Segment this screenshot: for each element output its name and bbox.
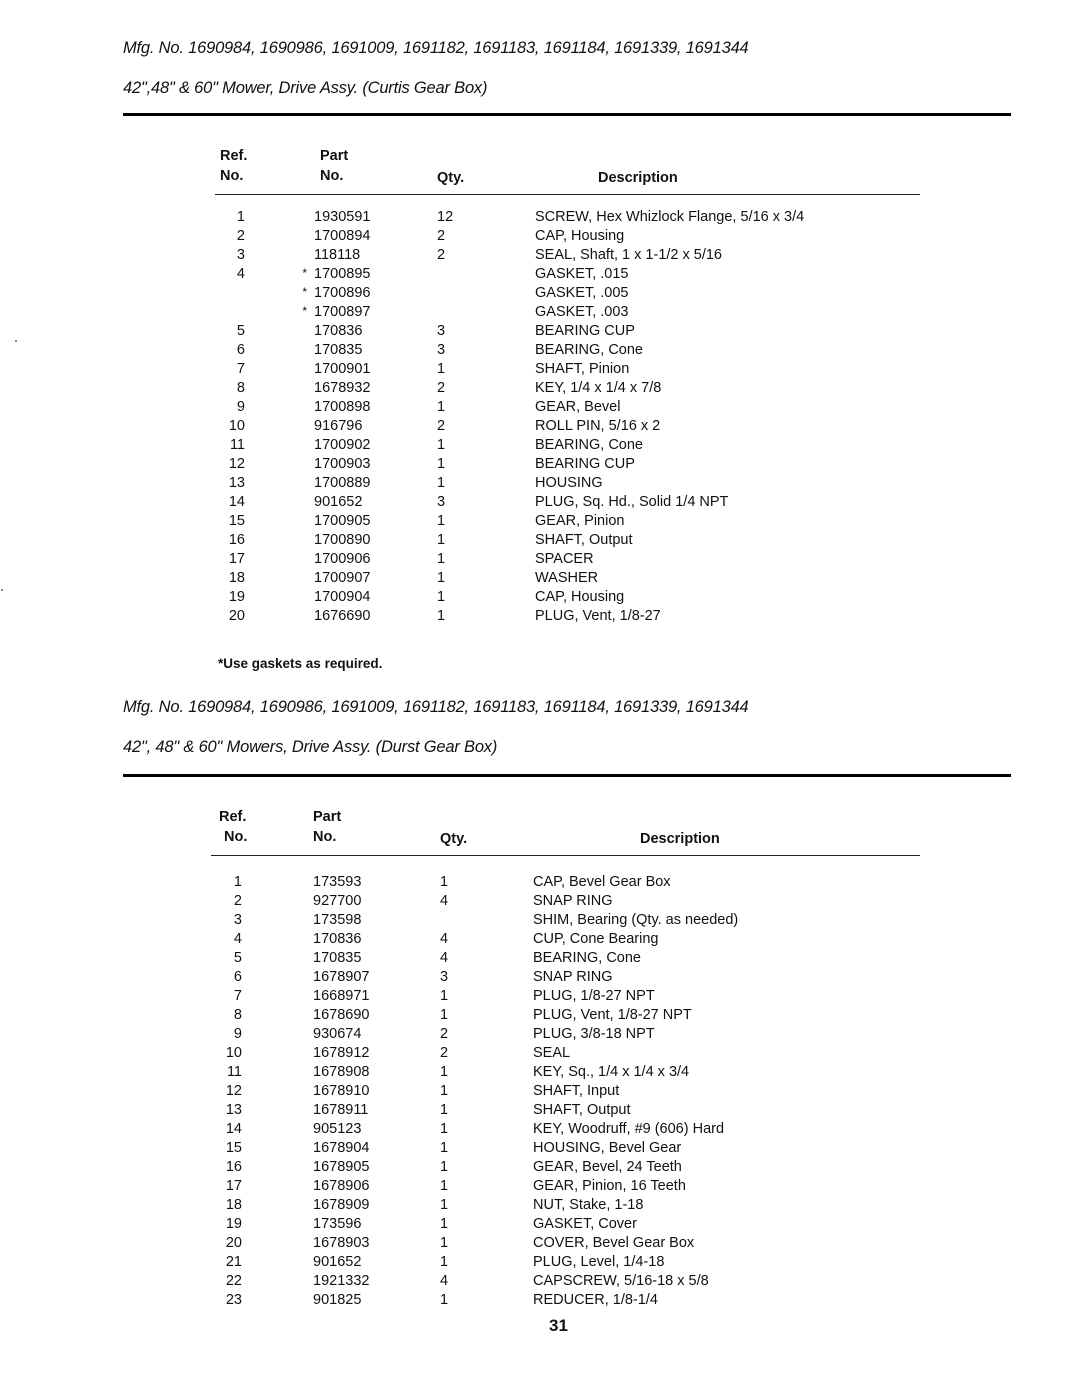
ref-no-cell: 7 [236,361,245,377]
part-no-cell: 916796 [314,418,363,434]
ref-no-cell: 4 [236,266,245,282]
table-row [215,1083,920,1102]
ref-no-cell: 5 [236,323,245,339]
table-row [215,532,920,551]
description-cell: PLUG, 1/8-27 NPT [533,988,655,1004]
section2-title: 42", 48" & 60" Mowers, Drive Assy. (Durst Gear Box) [123,738,498,756]
ref-no-cell: 18 [228,570,245,586]
ref-no-cell: 4 [233,931,242,947]
qty-cell: 12 [437,209,454,225]
table-row [215,1045,920,1064]
description-cell: CAPSCREW, 5/16-18 x 5/8 [533,1273,709,1289]
table-row [215,1178,920,1197]
description-cell: GEAR, Pinion [535,513,625,529]
part-no-cell: 1700890 [314,532,371,548]
ref-no-cell: 2 [236,228,245,244]
description-cell: SHAFT, Output [533,1102,631,1118]
ref-no-cell: 16 [225,1159,242,1175]
header-part-bottom: No. [313,829,337,845]
section2-header-rule [211,855,920,856]
qty-cell: 4 [440,893,449,909]
qty-cell: 2 [437,380,446,396]
qty-cell: 1 [440,1121,449,1137]
table-row [215,1102,920,1121]
table-row [215,380,920,399]
table-row [215,304,920,323]
part-no-cell: 1700905 [314,513,371,529]
table-row [215,437,920,456]
description-cell: GEAR, Pinion, 16 Teeth [533,1178,686,1194]
qty-cell: 1 [440,988,449,1004]
ref-no-cell: 20 [228,608,245,624]
qty-cell: 1 [440,1102,449,1118]
part-no-cell: 1700895 [314,266,371,282]
description-cell: CUP, Cone Bearing [533,931,659,947]
ref-no-cell: 9 [236,399,245,415]
section1-title-rule [123,113,1011,116]
ref-no-cell: 23 [225,1292,242,1308]
qty-cell: 1 [437,513,446,529]
part-no-cell: 170835 [313,950,362,966]
description-cell: KEY, Sq., 1/4 x 1/4 x 3/4 [533,1064,690,1080]
ref-no-cell: 1 [236,209,245,225]
description-cell: SEAL, Shaft, 1 x 1-1/2 x 5/16 [535,247,722,263]
table-row [215,589,920,608]
qty-cell: 1 [437,608,446,624]
ref-no-cell: 22 [225,1273,242,1289]
description-cell: BEARING CUP [535,323,635,339]
ref-no-cell: 8 [236,380,245,396]
qty-cell: 1 [437,532,446,548]
description-cell: GEAR, Bevel [535,399,621,415]
qty-cell: 1 [440,874,449,890]
part-no-cell: 1700894 [314,228,371,244]
part-no-cell: 1921332 [313,1273,370,1289]
qty-cell: 3 [437,342,446,358]
part-no-cell: 170836 [314,323,363,339]
ref-no-cell: 3 [233,912,242,928]
qty-cell: 1 [437,361,446,377]
table-row [215,570,920,589]
header-part-bottom: No. [320,168,344,184]
ref-no-cell: 11 [229,437,245,453]
qty-cell: 1 [437,475,446,491]
description-cell: CAP, Housing [535,228,625,244]
qty-cell: 1 [437,570,446,586]
header-ref-bottom: No. [224,829,248,845]
description-cell: PLUG, 3/8-18 NPT [533,1026,655,1042]
table-row [215,1216,920,1235]
ref-no-cell: 2 [233,893,242,909]
table-row [215,361,920,380]
qty-cell: 4 [440,931,449,947]
table-row [215,874,920,893]
ref-no-cell: 11 [226,1064,242,1080]
description-cell: WASHER [535,570,599,586]
ref-no-cell: 16 [228,532,245,548]
part-no-cell: 1678906 [313,1178,370,1194]
part-no-cell: 1678907 [313,969,370,985]
table-row [215,1292,920,1311]
qty-cell: 2 [440,1045,449,1061]
section1-rows [215,209,920,627]
qty-cell: 2 [437,228,446,244]
description-cell: GASKET, .005 [535,285,629,301]
table-row [215,1197,920,1216]
table-row [215,608,920,627]
description-cell: PLUG, Level, 1/4-18 [533,1254,665,1270]
qty-cell: 1 [440,1083,449,1099]
description-cell: KEY, 1/4 x 1/4 x 7/8 [535,380,662,396]
header-part-top: Part [313,809,342,825]
description-cell: SNAP RING [533,893,613,909]
description-cell: SHAFT, Input [533,1083,620,1099]
part-no-cell: 901652 [314,494,363,510]
part-no-cell: 1678903 [313,1235,370,1251]
ref-no-cell: 3 [236,247,245,263]
table-row [215,247,920,266]
description-cell: PLUG, Vent, 1/8-27 [535,608,661,624]
part-no-cell: 170835 [314,342,363,358]
part-no-cell: 173598 [313,912,362,928]
table-row [215,893,920,912]
part-no-cell: 1678905 [313,1159,370,1175]
part-no-cell: 1678690 [313,1007,370,1023]
description-cell: SCREW, Hex Whizlock Flange, 5/16 x 3/4 [535,209,805,225]
table-row [215,1064,920,1083]
part-no-cell: 170836 [313,931,362,947]
gasket-asterisk: * [302,304,307,318]
part-no-cell: 1700907 [314,570,371,586]
description-cell: ROLL PIN, 5/16 x 2 [535,418,661,434]
part-no-cell: 930674 [313,1026,362,1042]
gasket-footnote: *Use gaskets as required. [218,656,383,671]
ref-no-cell: 13 [228,475,245,491]
header-ref-top: Ref. [220,148,248,164]
section2-rows [215,874,920,1311]
table-row [215,1273,920,1292]
table-row [215,1121,920,1140]
table-row [215,1235,920,1254]
qty-cell: 3 [437,323,446,339]
table-row [215,988,920,1007]
table-row [215,323,920,342]
description-cell: SHAFT, Pinion [535,361,630,377]
qty-cell: 1 [440,1235,449,1251]
table-row [215,1159,920,1178]
page-number: 31 [549,1316,568,1335]
ref-no-cell: 12 [225,1083,242,1099]
ref-no-cell: 6 [236,342,245,358]
ref-no-cell: 14 [228,494,245,510]
header-description: Description [598,170,678,186]
part-no-cell: 118118 [314,247,361,263]
description-cell: SHIM, Bearing (Qty. as needed) [533,912,739,928]
qty-cell: 1 [440,1007,449,1023]
description-cell: SNAP RING [533,969,613,985]
ref-no-cell: 19 [225,1216,242,1232]
part-no-cell: 1700897 [314,304,371,320]
part-no-cell: 173593 [313,874,362,890]
qty-cell: 2 [437,418,446,434]
section2-table-header [215,809,920,855]
table-row [215,475,920,494]
part-no-cell: 1700901 [314,361,371,377]
ref-no-cell: 19 [228,589,245,605]
table-row [215,209,920,228]
table-row [215,551,920,570]
part-no-cell: 1700904 [314,589,371,605]
ref-no-cell: 14 [225,1121,242,1137]
qty-cell: 2 [440,1026,449,1042]
table-row [215,950,920,969]
section1-header-rule [215,194,920,195]
ref-no-cell: 17 [225,1178,242,1194]
part-no-cell: 1678911 [313,1102,369,1118]
table-row [215,228,920,247]
qty-cell: 1 [437,399,446,415]
scan-speck [1,589,3,591]
part-no-cell: 1700889 [314,475,371,491]
table-row [215,1254,920,1273]
qty-cell: 1 [437,551,446,567]
part-no-cell: 1678904 [313,1140,370,1156]
ref-no-cell: 15 [225,1140,242,1156]
qty-cell: 1 [440,1140,449,1156]
qty-cell: 1 [437,456,446,472]
description-cell: BEARING, Cone [535,342,643,358]
ref-no-cell: 9 [233,1026,242,1042]
section2-parts-table [215,809,920,1311]
table-row [215,285,920,304]
description-cell: GASKET, Cover [533,1216,637,1232]
table-row [215,1140,920,1159]
table-row [215,1026,920,1045]
qty-cell: 1 [437,437,446,453]
description-cell: CAP, Bevel Gear Box [533,874,671,890]
part-no-cell: 1678909 [313,1197,370,1213]
description-cell: HOUSING [535,475,603,491]
ref-no-cell: 1 [233,874,242,890]
table-row [215,456,920,475]
part-no-cell: 1700898 [314,399,371,415]
description-cell: BEARING, Cone [533,950,641,966]
table-row [215,912,920,931]
description-cell: COVER, Bevel Gear Box [533,1235,695,1251]
description-cell: SHAFT, Output [535,532,633,548]
part-no-cell: 1700906 [314,551,371,567]
description-cell: PLUG, Vent, 1/8-27 NPT [533,1007,692,1023]
gasket-asterisk: * [302,285,307,299]
description-cell: PLUG, Sq. Hd., Solid 1/4 NPT [535,494,729,510]
part-no-cell: 1700903 [314,456,371,472]
part-no-cell: 1930591 [314,209,371,225]
part-no-cell: 1676690 [314,608,371,624]
ref-no-cell: 8 [233,1007,242,1023]
description-cell: KEY, Woodruff, #9 (606) Hard [533,1121,725,1137]
qty-cell: 4 [440,950,449,966]
description-cell: SPACER [535,551,594,567]
section1-parts-table [215,148,920,627]
ref-no-cell: 13 [225,1102,242,1118]
qty-cell: 1 [440,1216,449,1232]
section2-title-rule [123,774,1011,777]
ref-no-cell: 21 [225,1254,242,1270]
table-row [215,418,920,437]
qty-cell: 1 [437,589,446,605]
qty-cell: 1 [440,1292,449,1308]
part-no-cell: 1700902 [314,437,371,453]
table-row [215,266,920,285]
description-cell: CAP, Housing [535,589,625,605]
ref-no-cell: 12 [228,456,245,472]
section2-mfg-numbers: Mfg. No. 1690984, 1690986, 1691009, 1691182, 1691183, 1691184, 1691339, 1691344 [123,698,749,716]
description-cell: GASKET, .015 [535,266,629,282]
qty-cell: 3 [440,969,449,985]
description-cell: BEARING CUP [535,456,635,472]
table-row [215,342,920,361]
description-cell: GASKET, .003 [535,304,629,320]
ref-no-cell: 18 [225,1197,242,1213]
part-no-cell: 173596 [313,1216,362,1232]
scan-speck [15,340,17,342]
description-cell: REDUCER, 1/8-1/4 [533,1292,658,1308]
ref-no-cell: 6 [233,969,242,985]
table-row [215,1007,920,1026]
description-cell: HOUSING, Bevel Gear [533,1140,682,1156]
header-qty: Qty. [440,831,468,847]
qty-cell: 1 [440,1254,449,1270]
description-cell: NUT, Stake, 1-18 [533,1197,644,1213]
description-cell: BEARING, Cone [535,437,643,453]
part-no-cell: 1668971 [313,988,370,1004]
header-description: Description [640,831,720,847]
ref-no-cell: 10 [228,418,245,434]
section1-table-header [215,148,920,194]
ref-no-cell: 20 [225,1235,242,1251]
section1-title: 42",48" & 60" Mower, Drive Assy. (Curtis Gear Box) [123,79,488,97]
qty-cell: 3 [437,494,446,510]
ref-no-cell: 15 [228,513,245,529]
ref-no-cell: 17 [228,551,245,567]
table-row [215,399,920,418]
part-no-cell: 1678910 [313,1083,370,1099]
part-no-cell: 1678912 [313,1045,370,1061]
description-cell: SEAL [533,1045,571,1061]
part-no-cell: 901652 [313,1254,362,1270]
header-ref-bottom: No. [220,168,244,184]
table-row [215,969,920,988]
qty-cell: 1 [440,1178,449,1194]
qty-cell: 1 [440,1159,449,1175]
table-row [215,494,920,513]
section1-mfg-numbers: Mfg. No. 1690984, 1690986, 1691009, 1691182, 1691183, 1691184, 1691339, 1691344 [123,39,749,57]
ref-no-cell: 10 [225,1045,242,1061]
part-no-cell: 901825 [313,1292,362,1308]
ref-no-cell: 5 [233,950,242,966]
header-ref-top: Ref. [219,809,247,825]
gasket-asterisk: * [302,266,307,280]
header-part-top: Part [320,148,349,164]
description-cell: GEAR, Bevel, 24 Teeth [533,1159,682,1175]
table-row [215,513,920,532]
part-no-cell: 1700896 [314,285,371,301]
part-no-cell: 927700 [313,893,362,909]
part-no-cell: 1678908 [313,1064,370,1080]
header-qty: Qty. [437,170,465,186]
qty-cell: 2 [437,247,446,263]
ref-no-cell: 7 [233,988,242,1004]
qty-cell: 1 [440,1064,449,1080]
qty-cell: 1 [440,1197,449,1213]
part-no-cell: 1678932 [314,380,371,396]
qty-cell: 4 [440,1273,449,1289]
table-row [215,931,920,950]
part-no-cell: 905123 [313,1121,362,1137]
